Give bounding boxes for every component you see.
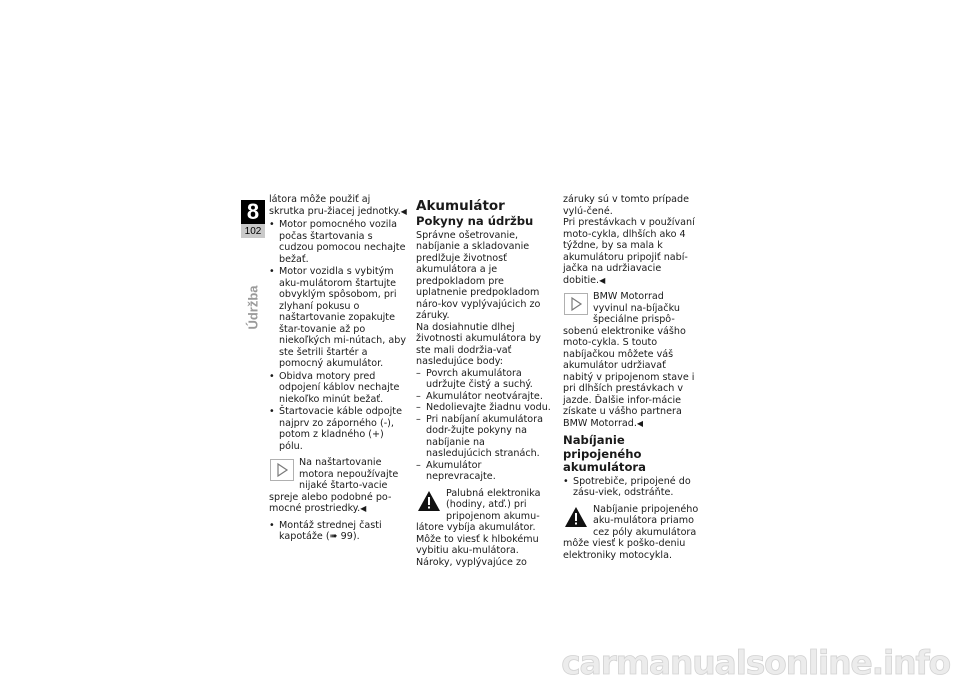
- list-item: • Štartovacie káble odpojte najprv zo záporného (-), potom z kladného (+) pólu.: [269, 406, 407, 452]
- end-triangle-icon: ◀: [599, 275, 606, 285]
- warning-triangle-icon: [416, 489, 442, 513]
- chapter-number: 8: [241, 200, 265, 224]
- subsection-title: Nabíjanie pripojeného akumulátora: [563, 433, 646, 474]
- intro-text: látora môže použiť aj skrutka pru-žiacej jednotky.◀: [269, 194, 407, 217]
- section-label-text: Údržba: [245, 284, 261, 330]
- column-1: [269, 194, 407, 544]
- note-box: [269, 457, 407, 515]
- list-item: – Povrch akumulátora udržujte čistý a suchý.: [416, 368, 552, 391]
- note-text: Na naštartovanie motora nepoužívajte nijaké štarto-vacie spreje alebo podobné po-mocné prostriedky.: [269, 457, 399, 514]
- warning-box: [416, 488, 552, 569]
- warning-text: Palubná elektronika (hodiny, atď.) pri pripojenom akumu-látore vybíja akumulátor. Môže to viesť k hlbokému vybitiu aku-mulátora. Nároky, vyplývajúce zo: [416, 487, 541, 568]
- subsection-title: Pokyny na údržbu: [416, 214, 534, 228]
- paragraph: Pri prestávkach v používaní moto-cykla, dlhších ako 4 týždne, by sa mala k akumulátoru pripojiť nabí-jačka na udržiavacie dobitie.◀: [563, 217, 695, 286]
- bullet-list: [269, 520, 407, 543]
- bullet-list: [563, 476, 699, 499]
- column-2: [416, 194, 552, 573]
- warning-text: Nabíjanie pripojeného aku-mulátora priamo cez póly akumulátora môže viesť k poško-deniu elektroniky motocykla.: [563, 503, 699, 561]
- list-item: • Montáž strednej časti kapotáže (➠ 99).: [269, 520, 407, 543]
- list-item: • Motor pomocného vozila počas štartovania s cudzou pomocou nechajte bežať.: [269, 219, 407, 265]
- paragraph: Správne ošetrovanie, nabíjanie a skladovanie predlžuje životnosť akumulátora a je predpokladom pre uplatnenie predpokladom náro-kov vyplývajúcich zo záruky.: [416, 229, 541, 321]
- end-triangle-icon: ◀: [400, 206, 407, 216]
- warning-triangle-icon: [563, 505, 589, 529]
- list-item: • Obidva motory pred odpojení káblov nechajte niekoľko minút bežať.: [269, 371, 407, 406]
- end-triangle-icon: ◀: [360, 504, 367, 513]
- warning-box: [563, 504, 699, 562]
- column-3: [563, 194, 699, 566]
- paragraph: Na dosiahnutie dlhej životnosti akumulátora by ste mali dodržia-vať nasledujúce body:: [416, 321, 541, 367]
- note-box: [563, 291, 699, 429]
- paragraph: záruky sú v tomto prípade vylú-čené.: [563, 194, 690, 217]
- list-item: • Spotrebiče, pripojené do zásu-viek, odstráňte.: [563, 476, 699, 499]
- list-item: – Nedolievajte žiadnu vodu.: [416, 402, 552, 414]
- end-triangle-icon: ◀: [636, 418, 644, 428]
- section-label: [238, 272, 268, 342]
- note-text: BMW Motorrad vyvinul na-bíjačku špeciálne prispô-sobenú elektronike vášho moto-cykla. S touto nabíjačkou môžete váš akumulátor udržiavať nabitý v pripojenom stave i pri dlhších prestávkach v jazde. Ďalšie infor-mácie získate u vášho partnera BMW Motorrad.: [563, 291, 695, 429]
- list-item: – Pri nabíjaní akumulátora dodr-žujte pokyny na nabíjanie na nasledujúcich stranách.: [416, 414, 552, 460]
- section-title: Akumulátor: [416, 198, 505, 214]
- watermark-text: carmanualsonline.info: [561, 643, 950, 679]
- list-item: • Motor vozidla s vybitým aku-mulátorom štartujte obvyklým spôsobom, pri zlyhaní pokusu o naštartovanie zopakujte štar-tovanie až po niekoľkých mi-nútach, aby ste šetrili štartér a pomocný akumulátor.: [269, 266, 407, 370]
- list-item: – Akumulátor neotvárajte.: [416, 391, 552, 403]
- play-triangle-icon: [269, 458, 295, 482]
- list-item: – Akumulátor neprevracajte.: [416, 460, 552, 483]
- play-triangle-icon: [563, 292, 589, 316]
- page-number: 102: [241, 224, 265, 238]
- bullet-list: [269, 219, 407, 452]
- dash-list: [416, 368, 552, 483]
